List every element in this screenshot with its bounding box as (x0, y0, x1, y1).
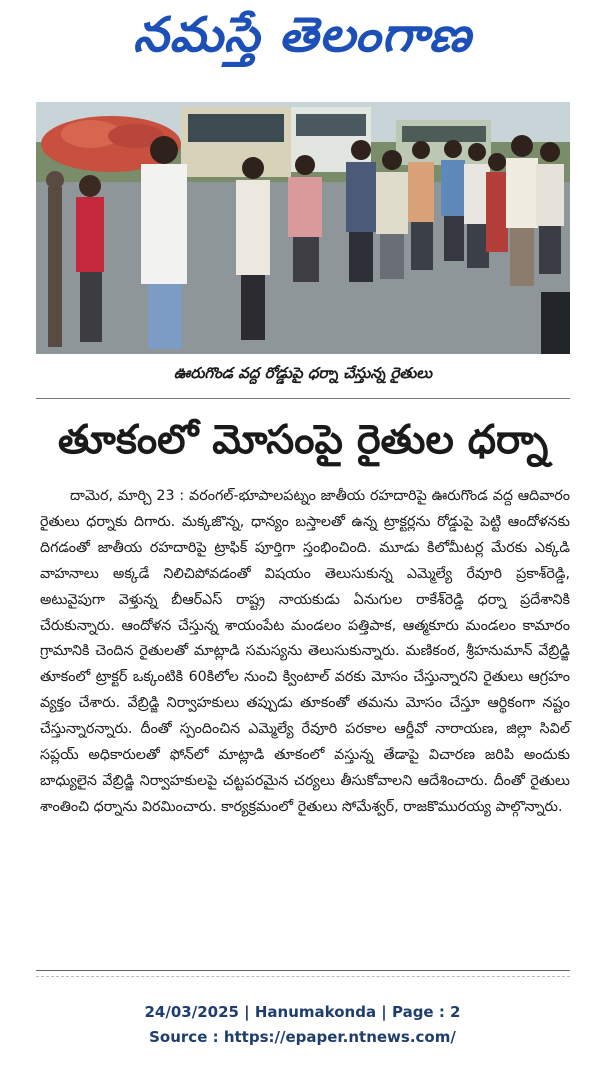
photo-caption: ఊరుగొండ వద్ద రోడ్డుపై ధర్నా చేస్తున్న రైతులు (173, 364, 433, 382)
divider (36, 976, 570, 977)
article-headline: తూకంలో మోసంపై రైతుల ధర్నా (57, 417, 549, 463)
newspaper-title: నమస్తే తెలంగాణ (133, 7, 472, 63)
news-photo (36, 102, 570, 354)
source-link[interactable]: Source : https://epaper.ntnews.com/ (149, 1028, 456, 1046)
divider (36, 970, 570, 971)
article-body: దామెర, మార్చి 23 : వరంగల్-భూపాలపట్నం జాతీయ రహదారిపై ఊరుగొండ వద్ద ఆదివారం రైతులు ధర్నాకు దిగారు. మక్కజొన్న, ధాన్యం బస్తాలతో ఉన్న ట్రాక్టర్లను రోడ్డుపై పెట్టి ఆందోళనకు దిగడంతో జాతీయ రహదారిపై ట్రాఫిక్ పూర్తిగా స్తంభించింది. మూడు కిలోమీటర్ల మేరకు ఎక్కడి వాహనాలు అక్కడే నిలిచిపోవడంతో విషయం తెలుసుకున్న ఎమ్మెల్యే రేవూరి ప్రకాశ్‌రెడ్డి, అటువైపుగా వెళ్తున్న బీఆర్ఎస్ రాష్ట్ర నాయకుడు ఏనుగుల రాకేశ్‌రెడ్డి ధర్నా ప్రదేశానికి చేరుకున్నారు. ఆందోళన చేస్తున్న శాయంపేట మండలం పత్తిపాక, ఆత్మకూరు మండలం కామారం గ్రామానికి చెందిన రైతులతో మాట్లాడి సమస్యను తెలుసుకున్నారు. మణికంఠ, శ్రీహనుమాన్ వేబ్రిడ్జి తూకంలో ట్రాక్టర్ ఒక్కంటికి 60కిలోల నుంచి క్వింటాల్ వరకు మోసం చేస్తున్నారని రైతులు ఆగ్రహం వ్యక్తం చేశారు. వేబ్రిడ్జి నిర్వాహకులు తప్పుడు తూకంతో తమను మోసం చేస్తూ ఆర్థికంగా నష్టం చేస్తున్నారన్నారు. దీంతో స్పందించిన ఎమ్మెల్యే రేవూరి పరకాల ఆర్డీవో నారాయణ, జిల్లా సివిల్ సప్లయ్ అధికారులతో ఫోన్‌లో మాట్లాడి తూకంలో వస్తున్న తేడాపై విచారణ జరిపి అందుకు బాధ్యులైన వేబ్రిడ్జి నిర్వాహకులపై చట్టపరమైన చర్యలు తీసుకోవాలని ఆదేశించారు. దీంతో రైతులు శాంతించి ధర్నాను విరమించారు. కార్యక్రమంలో రైతులు సోమేశ్వర్, రాజకొమురయ్య పాల్గొన్నారు. (40, 488, 570, 815)
edition-info: 24/03/2025 | Hanumakonda | Page : 2 (144, 1003, 461, 1021)
masthead (0, 0, 605, 82)
divider (36, 398, 570, 399)
